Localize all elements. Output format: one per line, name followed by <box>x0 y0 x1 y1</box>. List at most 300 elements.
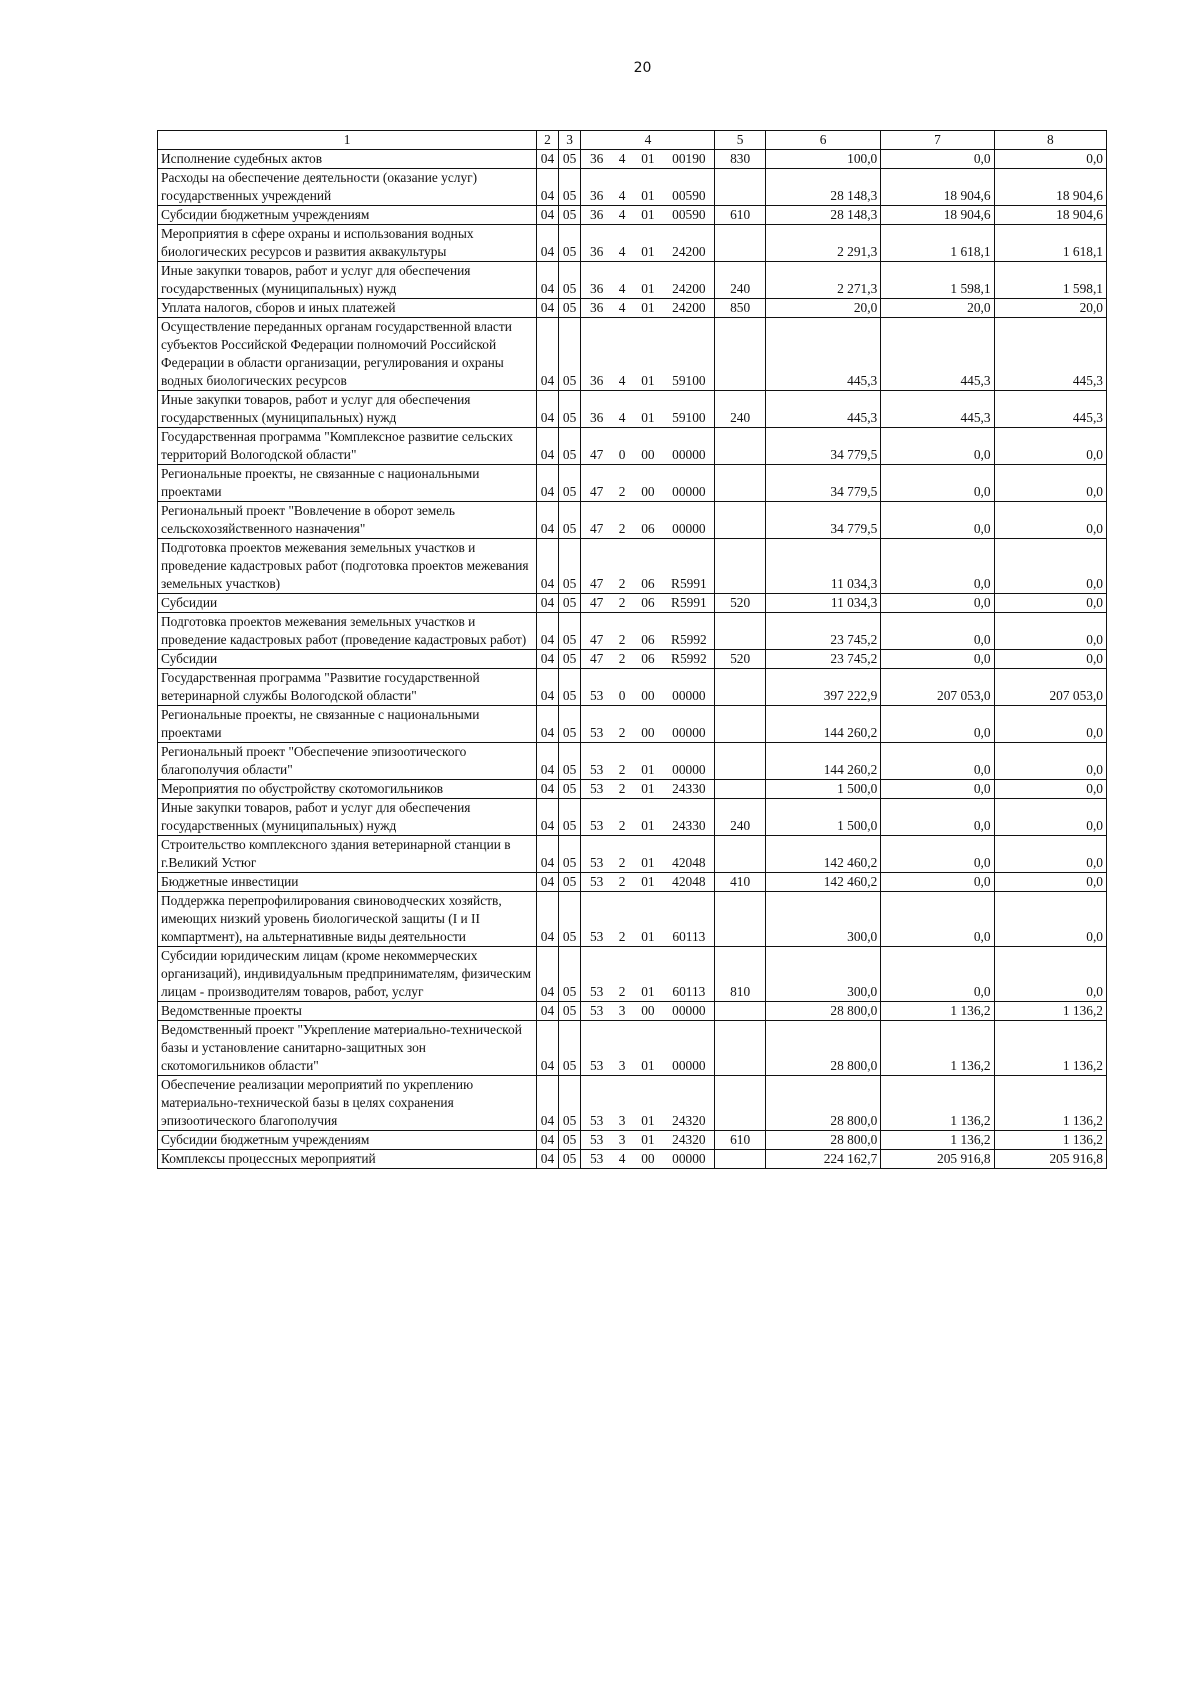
cell-c3: 05 <box>558 150 581 169</box>
cell-p4: 00000 <box>663 706 715 743</box>
cell-p3: 01 <box>632 225 663 262</box>
cell-p1: 47 <box>581 539 612 594</box>
cell-c8: 20,0 <box>994 299 1106 318</box>
cell-c6: 144 260,2 <box>765 706 880 743</box>
cell-name: Строительство комплексного здания ветеринарной станции в г.Великий Устюг <box>158 836 537 873</box>
cell-p1: 53 <box>581 947 612 1002</box>
cell-p4: 00590 <box>663 206 715 225</box>
cell-c2: 04 <box>537 1002 559 1021</box>
cell-c8: 1 136,2 <box>994 1131 1106 1150</box>
cell-c2: 04 <box>537 1131 559 1150</box>
cell-c3: 05 <box>558 706 581 743</box>
cell-c3: 05 <box>558 1002 581 1021</box>
cell-name: Государственная программа "Развитие государственной ветеринарной службы Вологодской области" <box>158 669 537 706</box>
cell-p4: 24200 <box>663 299 715 318</box>
cell-p2: 2 <box>612 650 633 669</box>
cell-p2: 4 <box>612 318 633 391</box>
cell-p2: 3 <box>612 1076 633 1131</box>
cell-p3: 01 <box>632 1076 663 1131</box>
cell-c5: 830 <box>715 150 765 169</box>
cell-c7: 445,3 <box>881 318 994 391</box>
cell-c7: 0,0 <box>881 799 994 836</box>
cell-c8: 1 136,2 <box>994 1002 1106 1021</box>
cell-p1: 53 <box>581 706 612 743</box>
cell-name: Региональный проект "Обеспечение эпизоотического благополучия области" <box>158 743 537 780</box>
cell-c6: 34 779,5 <box>765 465 880 502</box>
cell-name: Подготовка проектов межевания земельных участков и проведение кадастровых работ (проведение кадастровых работ) <box>158 613 537 650</box>
table-row <box>158 465 1107 502</box>
page-number: 20 <box>633 60 652 76</box>
cell-p1: 53 <box>581 780 612 799</box>
table-row <box>158 150 1107 169</box>
table-row <box>158 780 1107 799</box>
cell-c2: 04 <box>537 706 559 743</box>
cell-p4: 00000 <box>663 428 715 465</box>
cell-c3: 05 <box>558 947 581 1002</box>
table-row <box>158 613 1107 650</box>
cell-c6: 224 162,7 <box>765 1150 880 1169</box>
cell-c8: 18 904,6 <box>994 169 1106 206</box>
cell-c3: 05 <box>558 169 581 206</box>
cell-p2: 4 <box>612 169 633 206</box>
table-row <box>158 428 1107 465</box>
header-row <box>158 131 1107 150</box>
cell-name: Подготовка проектов межевания земельных участков и проведение кадастровых работ (подготовка проектов межевания земельных участков) <box>158 539 537 594</box>
cell-c2: 04 <box>537 206 559 225</box>
cell-p1: 36 <box>581 150 612 169</box>
table-row <box>158 1076 1107 1131</box>
cell-p1: 53 <box>581 1021 612 1076</box>
cell-p2: 2 <box>612 613 633 650</box>
cell-p4: 00000 <box>663 1021 715 1076</box>
table-row <box>158 225 1107 262</box>
cell-c7: 0,0 <box>881 892 994 947</box>
cell-c6: 28 800,0 <box>765 1076 880 1131</box>
cell-c5: 810 <box>715 947 765 1002</box>
cell-c5 <box>715 465 765 502</box>
cell-p3: 06 <box>632 594 663 613</box>
cell-p2: 4 <box>612 1150 633 1169</box>
cell-p1: 47 <box>581 650 612 669</box>
cell-c6: 144 260,2 <box>765 743 880 780</box>
cell-c5: 610 <box>715 1131 765 1150</box>
cell-p4: 59100 <box>663 318 715 391</box>
cell-c7: 0,0 <box>881 947 994 1002</box>
table-row <box>158 539 1107 594</box>
cell-c5: 240 <box>715 391 765 428</box>
cell-c5: 850 <box>715 299 765 318</box>
cell-p1: 53 <box>581 743 612 780</box>
cell-c5 <box>715 836 765 873</box>
cell-p3: 06 <box>632 539 663 594</box>
cell-c2: 04 <box>537 650 559 669</box>
cell-p3: 00 <box>632 465 663 502</box>
cell-c2: 04 <box>537 947 559 1002</box>
table-row <box>158 799 1107 836</box>
cell-p1: 36 <box>581 262 612 299</box>
cell-c3: 05 <box>558 799 581 836</box>
table-row <box>158 502 1107 539</box>
cell-name: Субсидии бюджетным учреждениям <box>158 206 537 225</box>
cell-p4: 00000 <box>663 1150 715 1169</box>
cell-p3: 01 <box>632 169 663 206</box>
cell-name: Субсидии бюджетным учреждениям <box>158 1131 537 1150</box>
cell-p3: 01 <box>632 836 663 873</box>
cell-p4: 24320 <box>663 1076 715 1131</box>
cell-c8: 205 916,8 <box>994 1150 1106 1169</box>
cell-name: Субсидии <box>158 650 537 669</box>
cell-p2: 2 <box>612 706 633 743</box>
table-row <box>158 650 1107 669</box>
cell-p1: 53 <box>581 1002 612 1021</box>
cell-p4: R5992 <box>663 650 715 669</box>
cell-c7: 0,0 <box>881 150 994 169</box>
cell-p3: 01 <box>632 318 663 391</box>
cell-c6: 28 800,0 <box>765 1131 880 1150</box>
cell-p2: 4 <box>612 225 633 262</box>
cell-name: Мероприятия по обустройству скотомогильников <box>158 780 537 799</box>
cell-p4: 42048 <box>663 873 715 892</box>
cell-p2: 2 <box>612 892 633 947</box>
cell-name: Иные закупки товаров, работ и услуг для обеспечения государственных (муниципальных) нужд <box>158 799 537 836</box>
cell-name: Иные закупки товаров, работ и услуг для обеспечения государственных (муниципальных) нужд <box>158 262 537 299</box>
cell-c2: 04 <box>537 892 559 947</box>
cell-c3: 05 <box>558 465 581 502</box>
cell-c2: 04 <box>537 873 559 892</box>
cell-c5 <box>715 225 765 262</box>
cell-c7: 18 904,6 <box>881 169 994 206</box>
table-row <box>158 594 1107 613</box>
cell-c5: 410 <box>715 873 765 892</box>
cell-name: Уплата налогов, сборов и иных платежей <box>158 299 537 318</box>
cell-c6: 1 500,0 <box>765 780 880 799</box>
cell-p3: 01 <box>632 299 663 318</box>
cell-p2: 4 <box>612 262 633 299</box>
cell-name: Субсидии <box>158 594 537 613</box>
cell-p3: 06 <box>632 650 663 669</box>
cell-p2: 2 <box>612 947 633 1002</box>
table-row <box>158 391 1107 428</box>
cell-name: Государственная программа "Комплексное развитие сельских территорий Вологодской области" <box>158 428 537 465</box>
cell-c3: 05 <box>558 1150 581 1169</box>
cell-c2: 04 <box>537 465 559 502</box>
cell-c5 <box>715 539 765 594</box>
cell-c8: 0,0 <box>994 892 1106 947</box>
cell-p4: 00190 <box>663 150 715 169</box>
cell-p3: 01 <box>632 799 663 836</box>
cell-p1: 47 <box>581 613 612 650</box>
header-col-5: 5 <box>715 131 765 150</box>
cell-c2: 04 <box>537 1150 559 1169</box>
cell-p2: 2 <box>612 743 633 780</box>
cell-name: Ведомственный проект "Укрепление материально-технической базы и установление санитарно-защитных зон скотомогильников области" <box>158 1021 537 1076</box>
table-row <box>158 706 1107 743</box>
cell-name: Региональный проект "Вовлечение в оборот земель сельскохозяйственного назначения" <box>158 502 537 539</box>
cell-c8: 445,3 <box>994 391 1106 428</box>
cell-p3: 01 <box>632 947 663 1002</box>
cell-p1: 47 <box>581 594 612 613</box>
cell-p1: 36 <box>581 225 612 262</box>
cell-p4: 59100 <box>663 391 715 428</box>
cell-c3: 05 <box>558 650 581 669</box>
cell-c3: 05 <box>558 502 581 539</box>
cell-p3: 01 <box>632 873 663 892</box>
cell-c2: 04 <box>537 743 559 780</box>
cell-c3: 05 <box>558 892 581 947</box>
cell-c6: 28 800,0 <box>765 1021 880 1076</box>
cell-p4: 00000 <box>663 669 715 706</box>
cell-c5 <box>715 1002 765 1021</box>
cell-c3: 05 <box>558 780 581 799</box>
cell-c7: 0,0 <box>881 650 994 669</box>
cell-c7: 1 136,2 <box>881 1021 994 1076</box>
cell-p4: R5991 <box>663 539 715 594</box>
cell-p3: 00 <box>632 428 663 465</box>
cell-c6: 100,0 <box>765 150 880 169</box>
cell-c7: 0,0 <box>881 743 994 780</box>
header-col-3: 3 <box>558 131 581 150</box>
cell-c7: 445,3 <box>881 391 994 428</box>
cell-p3: 01 <box>632 1131 663 1150</box>
cell-c3: 05 <box>558 206 581 225</box>
cell-c3: 05 <box>558 836 581 873</box>
cell-c7: 205 916,8 <box>881 1150 994 1169</box>
cell-name: Поддержка перепрофилирования свиноводческих хозяйств, имеющих низкий уровень биологической защиты (I и II компартмент), на альтернативные виды деятельности <box>158 892 537 947</box>
table-body <box>158 150 1107 1169</box>
cell-p1: 47 <box>581 502 612 539</box>
cell-c8: 0,0 <box>994 743 1106 780</box>
cell-c6: 397 222,9 <box>765 669 880 706</box>
cell-c2: 04 <box>537 428 559 465</box>
cell-c5 <box>715 502 765 539</box>
cell-c8: 1 136,2 <box>994 1021 1106 1076</box>
cell-p3: 01 <box>632 206 663 225</box>
cell-c6: 142 460,2 <box>765 836 880 873</box>
cell-c7: 0,0 <box>881 780 994 799</box>
cell-c7: 1 618,1 <box>881 225 994 262</box>
cell-p1: 36 <box>581 299 612 318</box>
table-row <box>158 836 1107 873</box>
cell-c3: 05 <box>558 391 581 428</box>
cell-p1: 53 <box>581 1150 612 1169</box>
cell-c2: 04 <box>537 262 559 299</box>
cell-p3: 00 <box>632 1150 663 1169</box>
cell-name: Осуществление переданных органам государственной власти субъектов Российской Федерации полномочий Российской Федерации в области организации, регулирования и охраны водных биологических ресурсов <box>158 318 537 391</box>
cell-p2: 2 <box>612 594 633 613</box>
cell-p2: 3 <box>612 1021 633 1076</box>
cell-c8: 207 053,0 <box>994 669 1106 706</box>
cell-c2: 04 <box>537 225 559 262</box>
cell-c3: 05 <box>558 318 581 391</box>
cell-c5 <box>715 428 765 465</box>
cell-c7: 0,0 <box>881 594 994 613</box>
cell-c3: 05 <box>558 669 581 706</box>
cell-c2: 04 <box>537 502 559 539</box>
cell-c3: 05 <box>558 594 581 613</box>
cell-p2: 0 <box>612 428 633 465</box>
cell-p2: 2 <box>612 539 633 594</box>
cell-c3: 05 <box>558 428 581 465</box>
cell-p4: 24330 <box>663 799 715 836</box>
cell-c2: 04 <box>537 150 559 169</box>
cell-c8: 0,0 <box>994 465 1106 502</box>
table-row <box>158 743 1107 780</box>
cell-c5: 610 <box>715 206 765 225</box>
cell-p2: 0 <box>612 669 633 706</box>
cell-c6: 300,0 <box>765 892 880 947</box>
cell-c5: 240 <box>715 799 765 836</box>
cell-c5 <box>715 1076 765 1131</box>
cell-c7: 1 136,2 <box>881 1131 994 1150</box>
cell-c8: 0,0 <box>994 502 1106 539</box>
cell-c7: 20,0 <box>881 299 994 318</box>
table-header <box>158 131 1107 150</box>
cell-p1: 53 <box>581 1076 612 1131</box>
header-col-7: 7 <box>881 131 994 150</box>
cell-p1: 47 <box>581 465 612 502</box>
cell-c6: 445,3 <box>765 391 880 428</box>
cell-c6: 34 779,5 <box>765 502 880 539</box>
table-row <box>158 318 1107 391</box>
cell-name: Субсидии юридическим лицам (кроме некоммерческих организаций), индивидуальным предпринимателям, физическим лицам - производителям товаров, работ, услуг <box>158 947 537 1002</box>
cell-name: Исполнение судебных актов <box>158 150 537 169</box>
cell-p1: 36 <box>581 206 612 225</box>
cell-p1: 53 <box>581 836 612 873</box>
cell-c2: 04 <box>537 318 559 391</box>
table-row <box>158 299 1107 318</box>
cell-c2: 04 <box>537 836 559 873</box>
cell-p1: 53 <box>581 1131 612 1150</box>
cell-c7: 0,0 <box>881 706 994 743</box>
cell-p3: 00 <box>632 706 663 743</box>
cell-p4: 24200 <box>663 262 715 299</box>
cell-c6: 28 148,3 <box>765 206 880 225</box>
cell-p4: 00000 <box>663 465 715 502</box>
cell-p2: 3 <box>612 1131 633 1150</box>
cell-c6: 23 745,2 <box>765 650 880 669</box>
table-row <box>158 873 1107 892</box>
cell-c8: 0,0 <box>994 836 1106 873</box>
cell-p3: 01 <box>632 1021 663 1076</box>
header-col-8: 8 <box>994 131 1106 150</box>
cell-name: Ведомственные проекты <box>158 1002 537 1021</box>
cell-c8: 0,0 <box>994 613 1106 650</box>
cell-p3: 01 <box>632 391 663 428</box>
cell-c8: 0,0 <box>994 706 1106 743</box>
cell-c7: 1 136,2 <box>881 1076 994 1131</box>
cell-c6: 300,0 <box>765 947 880 1002</box>
cell-c5 <box>715 1021 765 1076</box>
cell-c6: 28 800,0 <box>765 1002 880 1021</box>
cell-c7: 0,0 <box>881 613 994 650</box>
cell-p3: 00 <box>632 1002 663 1021</box>
cell-p4: 00000 <box>663 1002 715 1021</box>
cell-c7: 1 136,2 <box>881 1002 994 1021</box>
cell-c5 <box>715 706 765 743</box>
cell-c6: 11 034,3 <box>765 539 880 594</box>
cell-p3: 01 <box>632 892 663 947</box>
table-row <box>158 892 1107 947</box>
cell-c2: 04 <box>537 1021 559 1076</box>
cell-c3: 05 <box>558 225 581 262</box>
header-col-4: 4 <box>581 131 715 150</box>
cell-c8: 0,0 <box>994 594 1106 613</box>
cell-p4: 24320 <box>663 1131 715 1150</box>
cell-p4: 00590 <box>663 169 715 206</box>
table-row <box>158 947 1107 1002</box>
cell-c6: 142 460,2 <box>765 873 880 892</box>
cell-p4: 24200 <box>663 225 715 262</box>
cell-p1: 53 <box>581 892 612 947</box>
budget-table <box>157 130 1107 1169</box>
cell-p2: 4 <box>612 206 633 225</box>
cell-p3: 01 <box>632 262 663 299</box>
cell-p2: 2 <box>612 502 633 539</box>
cell-c6: 445,3 <box>765 318 880 391</box>
cell-p2: 4 <box>612 391 633 428</box>
table-row <box>158 206 1107 225</box>
cell-p3: 01 <box>632 780 663 799</box>
cell-c5 <box>715 892 765 947</box>
table-row <box>158 1002 1107 1021</box>
cell-c8: 0,0 <box>994 650 1106 669</box>
cell-c5: 520 <box>715 650 765 669</box>
table-row <box>158 1131 1107 1150</box>
header-col-2: 2 <box>537 131 559 150</box>
cell-p3: 06 <box>632 502 663 539</box>
header-col-1: 1 <box>158 131 537 150</box>
cell-c8: 0,0 <box>994 947 1106 1002</box>
cell-c3: 05 <box>558 873 581 892</box>
cell-c3: 05 <box>558 743 581 780</box>
cell-c3: 05 <box>558 262 581 299</box>
cell-c6: 23 745,2 <box>765 613 880 650</box>
cell-p4: R5992 <box>663 613 715 650</box>
cell-c6: 2 291,3 <box>765 225 880 262</box>
cell-c3: 05 <box>558 1076 581 1131</box>
cell-p2: 2 <box>612 780 633 799</box>
cell-p3: 00 <box>632 669 663 706</box>
table-row <box>158 1150 1107 1169</box>
cell-c2: 04 <box>537 594 559 613</box>
cell-c8: 0,0 <box>994 428 1106 465</box>
table-row <box>158 169 1107 206</box>
cell-c3: 05 <box>558 1131 581 1150</box>
cell-p2: 2 <box>612 873 633 892</box>
cell-c7: 0,0 <box>881 465 994 502</box>
cell-c2: 04 <box>537 539 559 594</box>
cell-c5 <box>715 669 765 706</box>
cell-c6: 28 148,3 <box>765 169 880 206</box>
cell-c7: 0,0 <box>881 836 994 873</box>
cell-c6: 1 500,0 <box>765 799 880 836</box>
cell-c2: 04 <box>537 613 559 650</box>
cell-c5 <box>715 318 765 391</box>
cell-c7: 0,0 <box>881 873 994 892</box>
cell-c5: 240 <box>715 262 765 299</box>
cell-c5: 520 <box>715 594 765 613</box>
cell-c7: 0,0 <box>881 539 994 594</box>
cell-c6: 20,0 <box>765 299 880 318</box>
cell-c6: 34 779,5 <box>765 428 880 465</box>
cell-p3: 01 <box>632 743 663 780</box>
cell-name: Иные закупки товаров, работ и услуг для обеспечения государственных (муниципальных) нужд <box>158 391 537 428</box>
cell-c8: 0,0 <box>994 150 1106 169</box>
cell-p1: 47 <box>581 428 612 465</box>
cell-p1: 36 <box>581 391 612 428</box>
cell-p2: 4 <box>612 150 633 169</box>
cell-c8: 18 904,6 <box>994 206 1106 225</box>
